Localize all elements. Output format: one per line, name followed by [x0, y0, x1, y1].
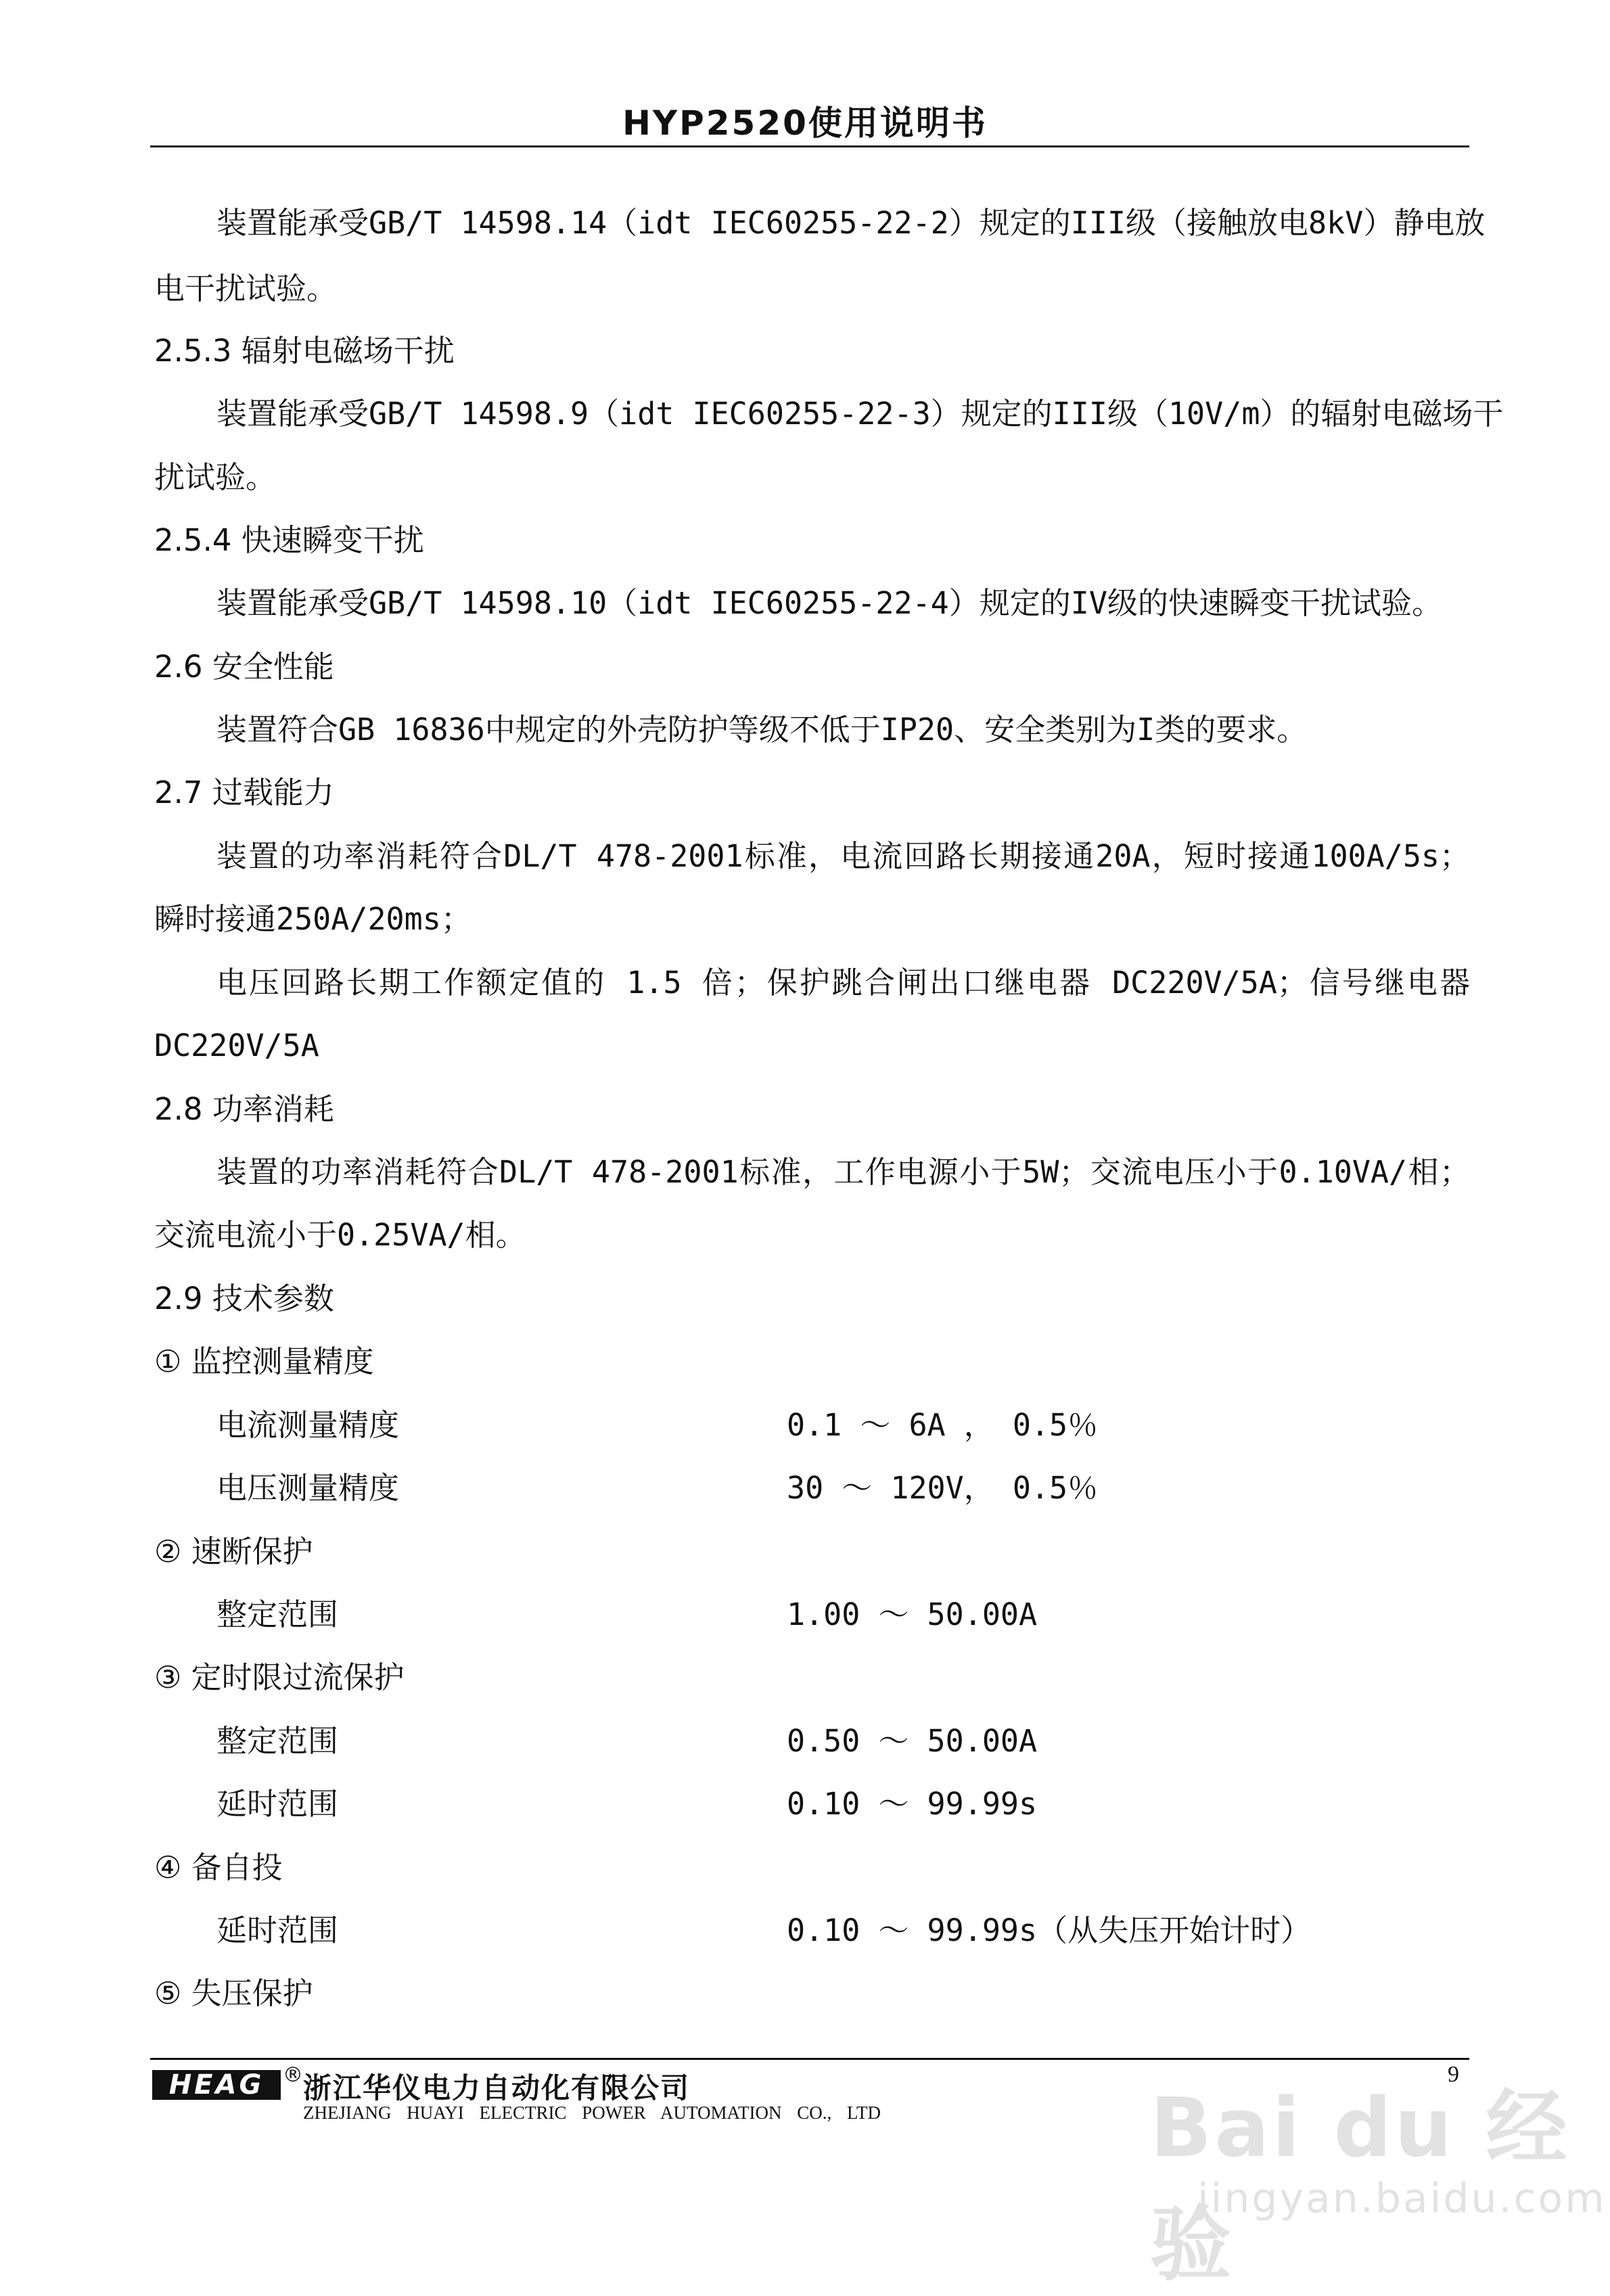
- company-name-en: ZHEJIANG HUAYI ELECTRIC POWER AUTOMATION CO., LTD: [303, 2103, 881, 2123]
- param-value: 0.10 ～ 99.99s: [787, 1786, 1038, 1822]
- section-heading-2-7: 2.7 过载能力: [154, 775, 334, 810]
- paragraph-line: 装置的功率消耗符合DL/T 478-2001标准，电流回路长期接通20A，短时接通100A/5s；: [216, 838, 1470, 874]
- page-header-title: HYP2520使用说明书: [622, 104, 988, 143]
- param-label: 整定范围: [216, 1597, 339, 1632]
- param-value: 1.00 ～ 50.00A: [787, 1597, 1038, 1632]
- paragraph-line: 电压回路长期工作额定值的 1.5 倍；保护跳合闸出口继电器 DC220V/5A；信号继电器: [216, 965, 1470, 1001]
- header-rule: [150, 145, 1469, 147]
- company-logo: HEAG: [152, 2070, 281, 2100]
- registered-mark: ®: [283, 2063, 303, 2087]
- paragraph-line: 交流电流小于0.25VA/相。: [154, 1217, 526, 1253]
- baidu-watermark-url: jingyan.baidu.com: [1197, 2175, 1607, 2222]
- param-label: 延时范围: [216, 1786, 339, 1822]
- param-value: 0.1 ～ 6A ， 0.5％: [787, 1407, 1099, 1443]
- paragraph-line: DC220V/5A: [154, 1028, 319, 1063]
- param-group-heading: ④ 备自投: [154, 1850, 283, 1885]
- param-label: 电流测量精度: [216, 1407, 400, 1443]
- baidu-watermark-logo: Bai du 经验: [1150, 2082, 1570, 2292]
- paragraph-line: 瞬时接通250A/20ms；: [154, 901, 472, 937]
- section-heading-2-6: 2.6 安全性能: [154, 649, 334, 685]
- paragraph-line: 装置能承受GB/T 14598.10（idt IEC60255-22-4）规定的IV级的快速瞬变干扰试验。: [216, 585, 1442, 621]
- footer-rule: [150, 2058, 1469, 2060]
- param-label: 延时范围: [216, 1912, 339, 1948]
- param-group-heading: ① 监控测量精度: [154, 1344, 374, 1379]
- section-heading-2-8: 2.8 功率消耗: [154, 1091, 334, 1127]
- paragraph-line: 扰试验。: [154, 459, 277, 495]
- section-heading-2-5-4: 2.5.4 快速瞬变干扰: [154, 522, 424, 558]
- param-value: 30 ～ 120V， 0.5％: [787, 1470, 1099, 1506]
- param-group-heading: ⑤ 失压保护: [154, 1975, 313, 2011]
- paragraph-line: 装置能承受GB/T 14598.14（idt IEC60255-22-2）规定的III级（接触放电8kV）静电放: [216, 205, 1486, 241]
- section-heading-2-5-3: 2.5.3 辐射电磁场干扰: [154, 333, 455, 369]
- param-label: 整定范围: [216, 1723, 339, 1759]
- param-group-heading: ③ 定时限过流保护: [154, 1659, 405, 1695]
- param-group-heading: ② 速断保护: [154, 1534, 313, 1569]
- company-name-cn: 浙江华仪电力自动化有限公司: [303, 2071, 691, 2105]
- paragraph-line: 装置能承受GB/T 14598.9（idt IEC60255-22-3）规定的III级（10V/m）的辐射电磁场干: [216, 396, 1504, 432]
- paragraph-line: 装置的功率消耗符合DL/T 478-2001标准，工作电源小于5W；交流电压小于0.10VA/相；: [216, 1154, 1470, 1190]
- paragraph-line: 装置符合GB 16836中规定的外壳防护等级不低于IP20、安全类别为I类的要求。: [216, 712, 1308, 748]
- param-label: 电压测量精度: [216, 1470, 400, 1506]
- section-heading-2-9: 2.9 技术参数: [154, 1281, 334, 1316]
- paragraph-line: 电干扰试验。: [154, 271, 338, 306]
- page-number: 9: [1448, 2062, 1459, 2087]
- param-value: 0.10 ～ 99.99s（从失压开始计时）: [787, 1912, 1312, 1948]
- param-value: 0.50 ～ 50.00A: [787, 1723, 1038, 1759]
